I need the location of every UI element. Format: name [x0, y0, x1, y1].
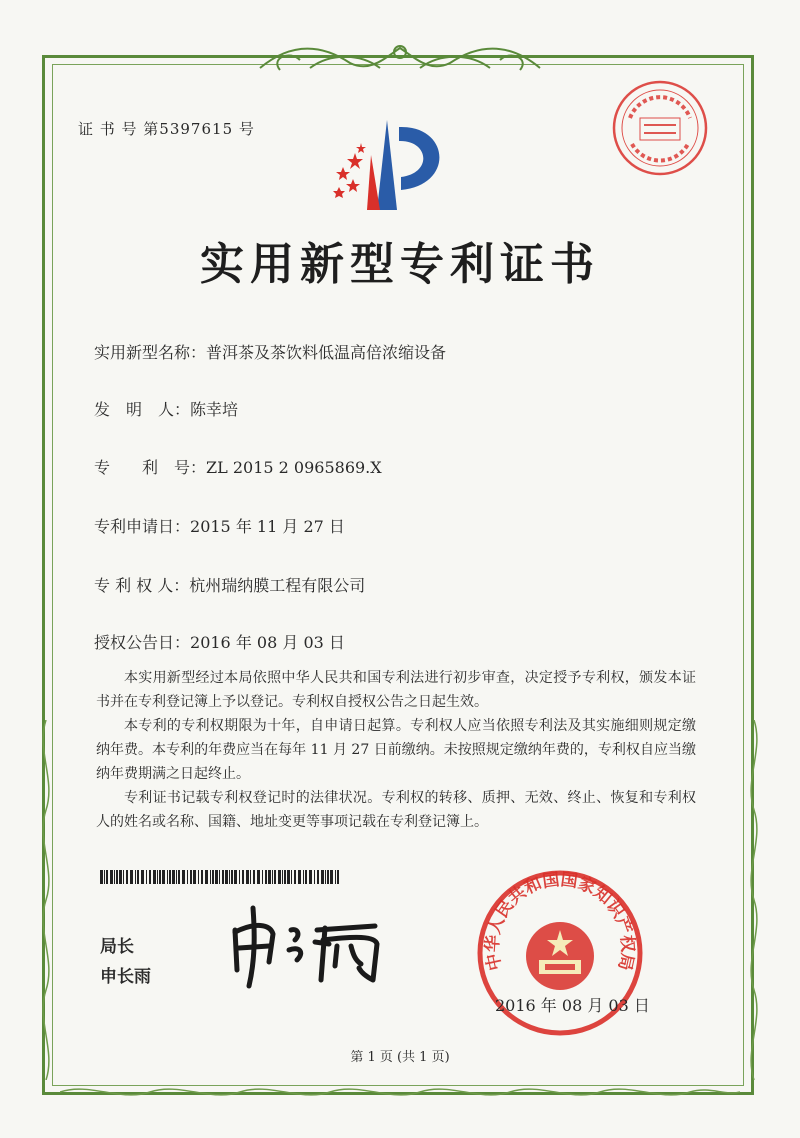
barcode-bar [162, 870, 165, 884]
barcode-bar [291, 870, 292, 884]
barcode-bar [193, 870, 196, 884]
field-label: 专利申请日： [94, 517, 191, 536]
barcode-bar [205, 870, 208, 884]
barcode-bar [198, 870, 199, 884]
barcode-bar [104, 870, 105, 884]
barcode-bar [250, 870, 251, 884]
director-name: 申长雨 [100, 967, 151, 987]
barcode-bar [130, 870, 133, 884]
seal-date: 2016 年 08 月 03 日 [495, 996, 650, 1015]
barcode-bar [116, 870, 118, 884]
barcode-bar [321, 870, 324, 884]
field-label: 发 明 人： [94, 400, 191, 419]
field-application-date [94, 514, 345, 537]
barcode-bar [337, 870, 339, 884]
field-value: 杭州瑞纳膜工程有限公司 [189, 576, 366, 595]
barcode-bar [268, 870, 271, 884]
barcode-bar [272, 870, 273, 884]
barcode-bar [137, 870, 139, 884]
patent-office-logo-icon [325, 115, 465, 215]
barcode-bar [219, 870, 220, 884]
barcode-bar [274, 870, 276, 884]
field-grant-date [94, 630, 345, 653]
certificate-title: 实用新型专利证书 [200, 239, 600, 290]
field-value: 陈幸培 [190, 400, 239, 419]
barcode-bar [146, 870, 147, 884]
barcode-bar [325, 870, 326, 884]
field-label: 专 利 权 人： [94, 576, 190, 595]
barcode-bar [282, 870, 283, 884]
field-utility-model-name [94, 340, 446, 363]
barcode-bar [257, 870, 260, 884]
barcode-bar [201, 870, 203, 884]
director-title: 局长 [100, 937, 134, 957]
barcode-bar [215, 870, 218, 884]
field-label: 授权公告日： [94, 633, 191, 652]
barcode-bar [157, 870, 158, 884]
tax-stamp-seal-icon [610, 78, 710, 178]
barcode-icon [100, 870, 340, 884]
barcode-bar [305, 870, 307, 884]
barcode-bar [242, 870, 244, 884]
barcode-bar [176, 870, 177, 884]
barcode-bar [110, 870, 113, 884]
right-ornament-icon [744, 720, 764, 1080]
barcode-bar [278, 870, 281, 884]
barcode-bar [149, 870, 151, 884]
barcode-bar [314, 870, 315, 884]
barcode-bar [309, 870, 312, 884]
field-value: 2015 年 11 月 27 日 [190, 517, 345, 536]
barcode-bar [265, 870, 267, 884]
page-number: 第 1 页 (共 1 页) [350, 1050, 450, 1065]
barcode-bar [246, 870, 249, 884]
barcode-bar [212, 870, 214, 884]
barcode-bar [178, 870, 180, 884]
barcode-bar [287, 870, 290, 884]
field-value: 普洱茶及茶饮料低温高倍浓缩设备 [206, 343, 447, 362]
barcode-bar [210, 870, 211, 884]
left-ornament-icon [36, 720, 56, 1080]
barcode-bar [106, 870, 108, 884]
bottom-ornament-icon [60, 1082, 740, 1102]
barcode-bar [253, 870, 255, 884]
paragraph-term-statement: 本专利的专利权期限为十年，自申请日起算。专利权人应当依照专利法及其实施细则规定缴纳年费。本专利的年费应当在每年 11 月 27 日前缴纳。未按照规定缴纳年费的，专利权自应当缴纳年费期满之日起终止。 [96, 718, 696, 782]
barcode-bar [234, 870, 237, 884]
barcode-bar [169, 870, 171, 884]
barcode-bar [159, 870, 161, 884]
barcode-bar [167, 870, 168, 884]
barcode-bar [229, 870, 230, 884]
certificate-number: 证 书 号 第5397615 号 [78, 120, 255, 138]
barcode-bar [284, 870, 286, 884]
barcode-bar [114, 870, 115, 884]
field-label: 专 利 号： [94, 458, 207, 477]
barcode-bar [335, 870, 336, 884]
barcode-bar [327, 870, 329, 884]
field-value: 2016 年 08 月 03 日 [190, 633, 345, 652]
barcode-bar [172, 870, 175, 884]
barcode-bar [330, 870, 333, 884]
svg-text:中华人民共和国国家知识产权局: 中华人民共和国国家知识产权局 [482, 869, 638, 973]
barcode-bar [126, 870, 128, 884]
barcode-bar [190, 870, 192, 884]
director-signature-icon [225, 900, 405, 990]
barcode-bar [135, 870, 136, 884]
barcode-bar [225, 870, 228, 884]
top-ornament-icon [250, 38, 550, 78]
barcode-bar [100, 870, 103, 884]
field-patentee [94, 573, 365, 596]
field-label: 实用新型名称： [94, 343, 207, 362]
barcode-bar [119, 870, 122, 884]
field-inventor [94, 397, 238, 420]
field-value: ZL 2015 2 0965869.X [206, 458, 382, 477]
barcode-bar [187, 870, 188, 884]
barcode-bar [141, 870, 144, 884]
barcode-bar [298, 870, 301, 884]
barcode-bar [182, 870, 185, 884]
barcode-bar [303, 870, 304, 884]
barcode-bar [317, 870, 319, 884]
barcode-bar [123, 870, 124, 884]
paragraph-grant-statement: 本实用新型经过本局依照中华人民共和国专利法进行初步审查，决定授予专利权，颁发本证书并在专利登记簿上予以登记。专利权自授权公告之日起生效。 [96, 670, 696, 710]
barcode-bar [222, 870, 224, 884]
barcode-bar [294, 870, 296, 884]
barcode-bar [153, 870, 156, 884]
barcode-bar [262, 870, 263, 884]
barcode-bar [239, 870, 240, 884]
barcode-bar [231, 870, 233, 884]
paragraph-legal-status: 专利证书记载专利权登记时的法律状况。专利权的转移、质押、无效、终止、恢复和专利权人的姓名或名称、国籍、地址变更等事项记载在专利登记簿上。 [96, 790, 696, 830]
field-patent-number [94, 455, 382, 478]
